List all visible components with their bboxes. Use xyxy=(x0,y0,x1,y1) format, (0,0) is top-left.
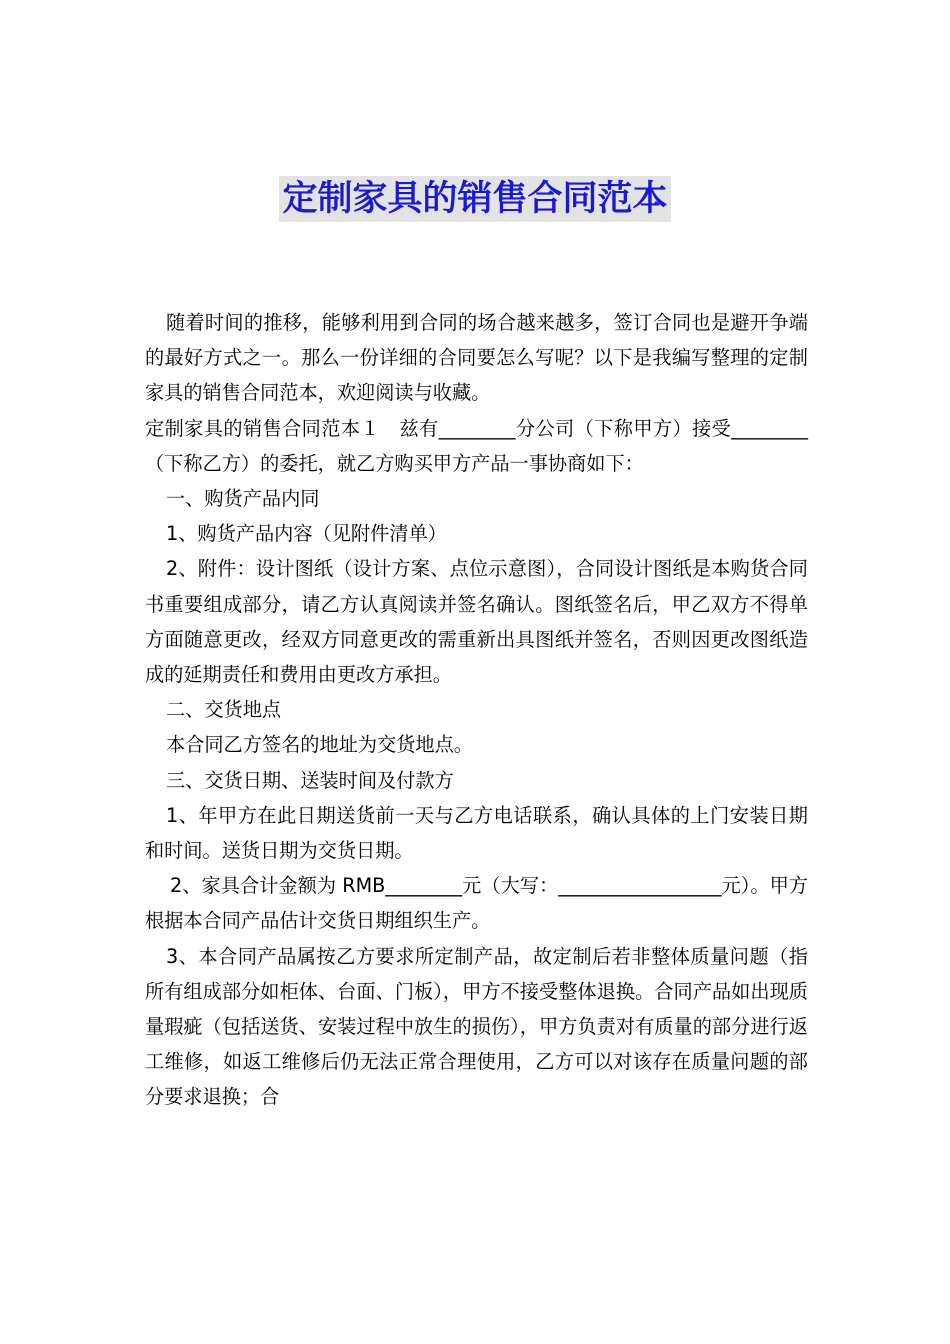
section-heading-2: 二、交货地点 xyxy=(166,698,282,722)
clause-1-2: 2、附件：设计图纸（设计方案、点位示意图），合同设计图纸是本购货合同书重要组成部分，请乙方认真阅读并签名确认。图纸签名后，甲乙双方不得单方面随意更改，经双方同意更改的需重新出具图纸并签名，否则因更改图纸造成的延期责任和费用由更改方承担。 xyxy=(145,557,808,687)
clause-1-1: 1、购货产品内容（见附件清单） xyxy=(166,522,447,546)
clause-3-3: 3、本合同产品属按乙方要求所定制产品，故定制后若非整体质量问题（指所有组成部分如柜体、台面、门板），甲方不接受整体退换。合同产品如出现质量瑕疵（包括送货、安装过程中放生的损伤），甲方负责对有质量的部分进行返工维修，如返工维修后仍无法正常合理使用，乙方可以对该存在质量问题的部分要求退换；合 xyxy=(145,944,808,1109)
section-heading-1: 一、购货产品内同 xyxy=(166,487,320,511)
clause-3-1: 1、年甲方在此日期送货前一天与乙方电话联系，确认具体的上门安装日期和时间。送货日期为交货日期。 xyxy=(145,803,808,863)
title-container xyxy=(0,176,950,222)
intro-paragraph: 随着时间的推移，能够利用到合同的场合越来越多，签订合同也是避开争端的最好方式之一。那么一份详细的合同要怎么写呢？以下是我编写整理的定制家具的销售合同范本，欢迎阅读与收藏。 xyxy=(145,311,808,405)
document-body xyxy=(145,305,808,1115)
clause-2-1: 本合同乙方签名的地址为交货地点。 xyxy=(166,733,473,757)
clause-3-2: 2、家具合计金额为 RMB________元（大写：_________________元）。甲方根据本合同产品估计交货日期组织生产。 xyxy=(145,874,808,933)
document-title: 定制家具的销售合同范本 xyxy=(279,176,670,222)
contract-opening-paragraph: 定制家具的销售合同范本１ 兹有________分公司（下称甲方）接受________（下称乙方）的委托，就乙方购买甲方产品一事协商如下： xyxy=(145,416,808,475)
section-heading-3: 三、交货日期、送装时间及付款方 xyxy=(166,768,454,792)
